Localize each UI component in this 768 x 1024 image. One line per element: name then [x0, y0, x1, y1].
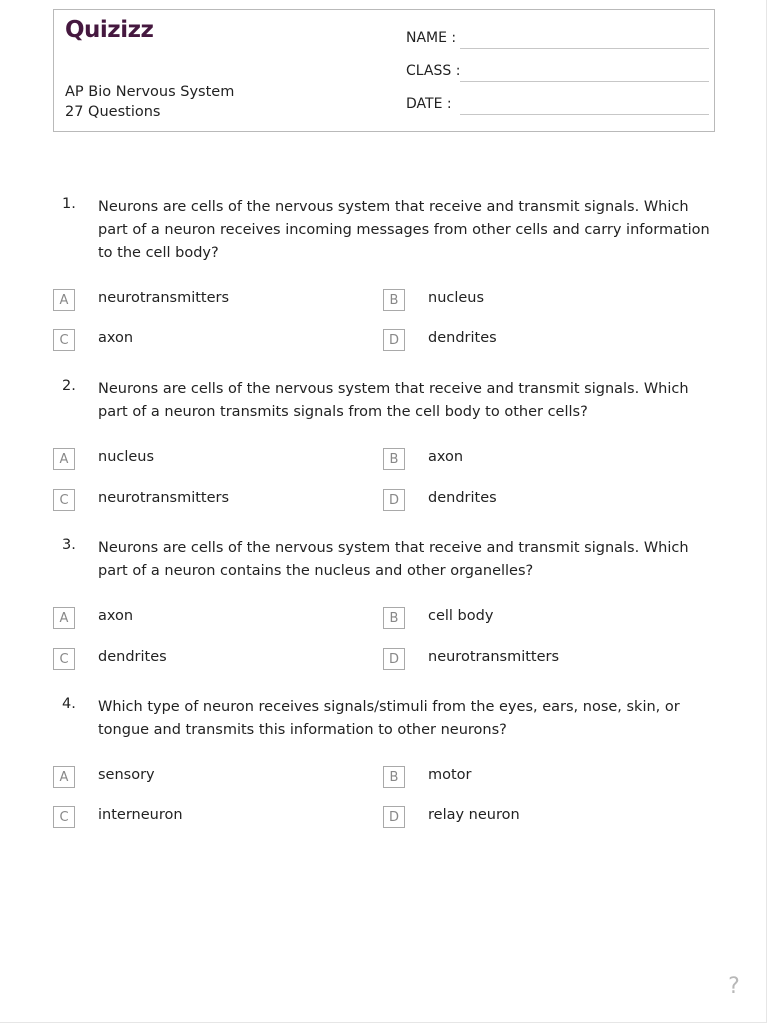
option-text: interneuron: [98, 807, 183, 823]
name-field[interactable]: [406, 30, 706, 52]
option-letter: C: [53, 806, 75, 828]
question-text: Which type of neuron receives signals/stimuli from the eyes, ears, nose, skin, or tongue and transmits this information to other neurons?: [98, 699, 680, 738]
option-text: neurotransmitters: [428, 649, 560, 665]
option-letter: A: [53, 289, 75, 311]
option-letter: B: [383, 607, 405, 629]
date-line[interactable]: [460, 114, 709, 115]
option-letter: B: [383, 766, 405, 788]
option-text: relay neuron: [428, 807, 520, 823]
option-text: axon: [98, 330, 134, 346]
question-number: 3.: [62, 537, 76, 553]
help-icon[interactable]: ?: [728, 974, 740, 999]
option-text: neurotransmitters: [98, 290, 230, 306]
date-field[interactable]: [406, 96, 706, 118]
option-letter: A: [53, 766, 75, 788]
date-label: DATE :: [406, 96, 452, 112]
option-text: sensory: [98, 767, 155, 783]
quiz-title: AP Bio Nervous System: [65, 84, 235, 100]
option-letter: B: [383, 448, 405, 470]
option-text: axon: [98, 608, 134, 624]
question-number: 4.: [62, 696, 76, 712]
class-field[interactable]: [406, 63, 706, 85]
question-count: 27 Questions: [65, 104, 161, 120]
option-text: neurotransmitters: [98, 490, 230, 506]
option-letter: D: [383, 489, 405, 511]
option-letter: D: [383, 329, 405, 351]
option-letter: A: [53, 607, 75, 629]
name-label: NAME :: [406, 30, 457, 46]
option-text: nucleus: [428, 290, 485, 306]
option-text: nucleus: [98, 449, 155, 465]
option-letter: B: [383, 289, 405, 311]
option-text: dendrites: [428, 330, 497, 346]
question-number: 1.: [62, 196, 76, 212]
option-text: cell body: [428, 608, 494, 624]
option-text: dendrites: [428, 490, 497, 506]
option-letter: C: [53, 329, 75, 351]
option-letter: D: [383, 806, 405, 828]
option-letter: C: [53, 489, 75, 511]
quizizz-logo: Quizizz: [65, 17, 154, 43]
option-letter: C: [53, 648, 75, 670]
question-text: Neurons are cells of the nervous system that receive and transmit signals. Which part of a neuron transmits signals from the cell body to other cells?: [98, 381, 689, 420]
name-line[interactable]: [460, 48, 709, 49]
question-text: Neurons are cells of the nervous system that receive and transmit signals. Which part of a neuron receives incoming messages from other cells and carry information to the cell body?: [98, 199, 710, 261]
question-number: 2.: [62, 378, 76, 394]
class-label: CLASS :: [406, 63, 461, 79]
question-text: Neurons are cells of the nervous system that receive and transmit signals. Which part of a neuron contains the nucleus and other organelles?: [98, 540, 689, 579]
option-letter: D: [383, 648, 405, 670]
option-text: axon: [428, 449, 464, 465]
worksheet-header: [53, 9, 715, 132]
option-text: motor: [428, 767, 472, 783]
class-line[interactable]: [460, 81, 709, 82]
option-text: dendrites: [98, 649, 167, 665]
option-letter: A: [53, 448, 75, 470]
